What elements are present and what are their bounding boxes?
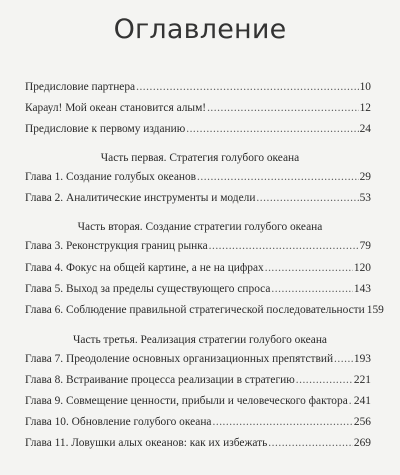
entry-page-number: 193 [353, 353, 371, 365]
entry-page-number: 12 [359, 102, 371, 114]
leader-dots [349, 395, 353, 408]
entry-label: Глава 1. Создание голубых океанов [25, 171, 197, 183]
toc-entry [25, 171, 371, 184]
entry-page-number: 53 [359, 192, 371, 204]
part-heading: Часть вторая. Создание стратегии голубого океана [77, 221, 323, 233]
entry-page-number: 10 [359, 81, 371, 93]
leader-dots [271, 283, 352, 296]
toc-entry [25, 353, 371, 366]
leader-dots [265, 262, 353, 275]
toc-entry [25, 437, 371, 450]
entry-page-number: 241 [353, 395, 371, 407]
leader-dots [207, 102, 359, 115]
entry-page-number: 159 [366, 304, 384, 316]
entry-page-number: 24 [359, 123, 371, 135]
leader-dots [136, 81, 359, 94]
entry-label: Караул! Мой океан становится алым! [25, 102, 207, 114]
toc-entry [25, 123, 371, 136]
entry-page-number: 29 [359, 171, 371, 183]
entry-label: Глава 3. Реконструкция границ рынка [25, 240, 208, 252]
leader-dots [213, 416, 353, 429]
entry-label: Глава 8. Встраивание процесса реализации в стратегию [25, 374, 295, 386]
entry-label: Глава 6. Соблюдение правильной стратегической последовательности [25, 304, 365, 316]
entry-label: Глава 9. Совмещение ценности, прибыли и человеческого фактора [25, 395, 348, 407]
part-heading: Часть третья. Реализация стратегии голубого океана [73, 334, 327, 346]
toc-entry [25, 416, 371, 429]
toc-entry [25, 262, 371, 275]
page-title: Оглавление [113, 14, 287, 45]
entry-label: Глава 2. Аналитические инструменты и модели [25, 192, 256, 204]
entry-label: Глава 10. Обновление голубого океана [25, 416, 212, 428]
leader-dots [186, 123, 358, 136]
toc-entry [25, 304, 384, 317]
entry-page-number: 79 [359, 240, 371, 252]
entry-label: Глава 11. Ловушки алых океанов: как их избежать [25, 437, 268, 449]
toc-entry [25, 81, 371, 94]
entry-label: Предисловие к первому изданию [25, 123, 186, 135]
entry-page-number: 143 [353, 283, 371, 295]
entry-page-number: 120 [353, 262, 371, 274]
leader-dots [296, 374, 353, 387]
leader-dots [197, 171, 359, 184]
part-heading: Часть первая. Стратегия голубого океана [100, 152, 300, 164]
leader-dots [334, 353, 353, 366]
toc-entry [25, 240, 371, 253]
entry-label: Предисловие партнера [25, 81, 136, 93]
entry-page-number: 269 [353, 437, 371, 449]
entry-label: Глава 7. Преодоление основных организационных препятствий [25, 353, 334, 365]
entry-page-number: 256 [353, 416, 371, 428]
leader-dots [209, 240, 359, 253]
toc-entry [25, 102, 371, 115]
toc-entry [25, 395, 371, 408]
entry-page-number: 221 [353, 374, 371, 386]
entry-label: Глава 5. Выход за пределы существующего спроса [25, 283, 271, 295]
toc-entry [25, 374, 371, 387]
toc-entry [25, 192, 371, 205]
leader-dots [268, 437, 353, 450]
leader-dots [256, 192, 358, 205]
toc-entry [25, 283, 371, 296]
entry-label: Глава 4. Фокус на общей картине, а не на цифрах [25, 262, 264, 274]
